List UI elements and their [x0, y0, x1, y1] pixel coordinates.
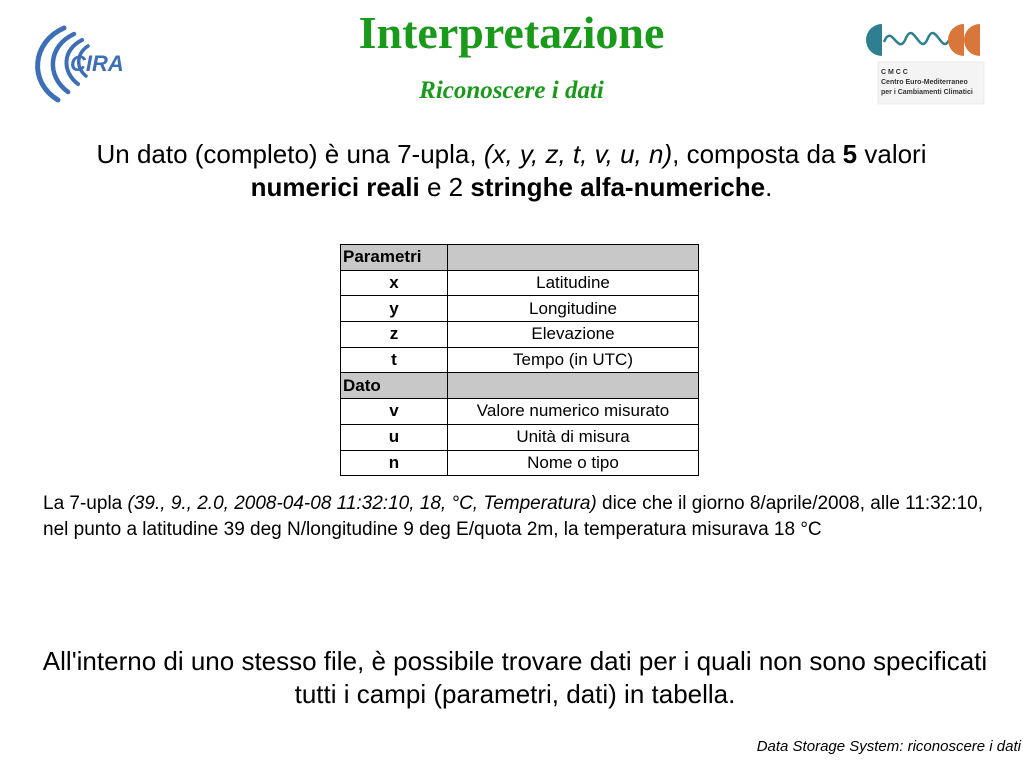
table-header-dato: Dato [341, 373, 448, 399]
intro-text-2: , composta da [672, 139, 843, 169]
table-row [341, 450, 699, 476]
cira-logo-text: CIRA [70, 51, 124, 76]
table-cell-key: u [341, 424, 448, 450]
table-header-row [341, 373, 699, 399]
table-cell-value: Nome o tipo [448, 450, 699, 476]
cmcc-logo-line1: C M C C [881, 69, 908, 76]
table-cell-value: Elevazione [448, 322, 699, 348]
table-cell-key: t [341, 347, 448, 373]
intro-strings: stringhe alfa-numeriche [470, 172, 766, 202]
table-cell-key: x [341, 270, 448, 296]
intro-count: 5 [842, 139, 858, 169]
table-cell-value: Latitudine [448, 270, 699, 296]
cmcc-logo-line3: per i Cambiamenti Climatici [881, 89, 973, 96]
table-row [341, 399, 699, 425]
table-row [341, 347, 699, 373]
intro-tuple: (x, y, z, t, v, u, n) [483, 139, 673, 169]
table-row [341, 270, 699, 296]
closing-paragraph: All'interno di uno stesso file, è possibile trovare dati per i quali non sono specificati tutti i campi (parametri, dati) in tabella. [42, 646, 988, 709]
parameter-table [340, 244, 699, 476]
intro-paragraph [40, 138, 983, 204]
table-cell-value: Longitudine [448, 296, 699, 322]
table-row [341, 424, 699, 450]
intro-text-3: valori [857, 139, 927, 169]
intro-numeric: numerici reali [250, 172, 420, 202]
table-cell-key: z [341, 322, 448, 348]
table-header-parametri: Parametri [341, 245, 448, 271]
table-row [341, 322, 699, 348]
table-cell-value: Valore numerico misurato [448, 399, 699, 425]
table-cell-value: Unità di misura [448, 424, 699, 450]
cmcc-logo-line2: Centro Euro-Mediterraneo [881, 79, 968, 86]
intro-text-4: e 2 [419, 172, 471, 202]
example-tuple: (39., 9., 2.0, 2008-04-08 11:32:10, 18, °C, Temperatura) [127, 493, 597, 514]
table-header-empty [448, 245, 699, 271]
footer-text: Data Storage System: riconoscere i dati [756, 738, 1021, 755]
table-row [341, 296, 699, 322]
example-text-1: La 7-upla [43, 493, 128, 514]
example-paragraph [43, 491, 983, 543]
table-header-row [341, 245, 699, 271]
table-cell-key: v [341, 399, 448, 425]
example-text-2: dice che il giorno 8/aprile/2008, alle 11:32:10, nel punto a latitudine 39 deg N/longitudine 9 deg E/quota 2m, la temperatura misurava 18 °C [43, 493, 983, 540]
table-cell-key: y [341, 296, 448, 322]
slide-title: Interpretazione [358, 7, 665, 58]
table-cell-key: n [341, 450, 448, 476]
slide-subtitle: Riconoscere i dati [419, 77, 604, 104]
table-cell-value: Tempo (in UTC) [448, 347, 699, 373]
table-header-empty [448, 373, 699, 399]
intro-text-5: . [765, 172, 773, 202]
intro-text-1: Un dato (completo) è una 7-upla, [96, 139, 484, 169]
